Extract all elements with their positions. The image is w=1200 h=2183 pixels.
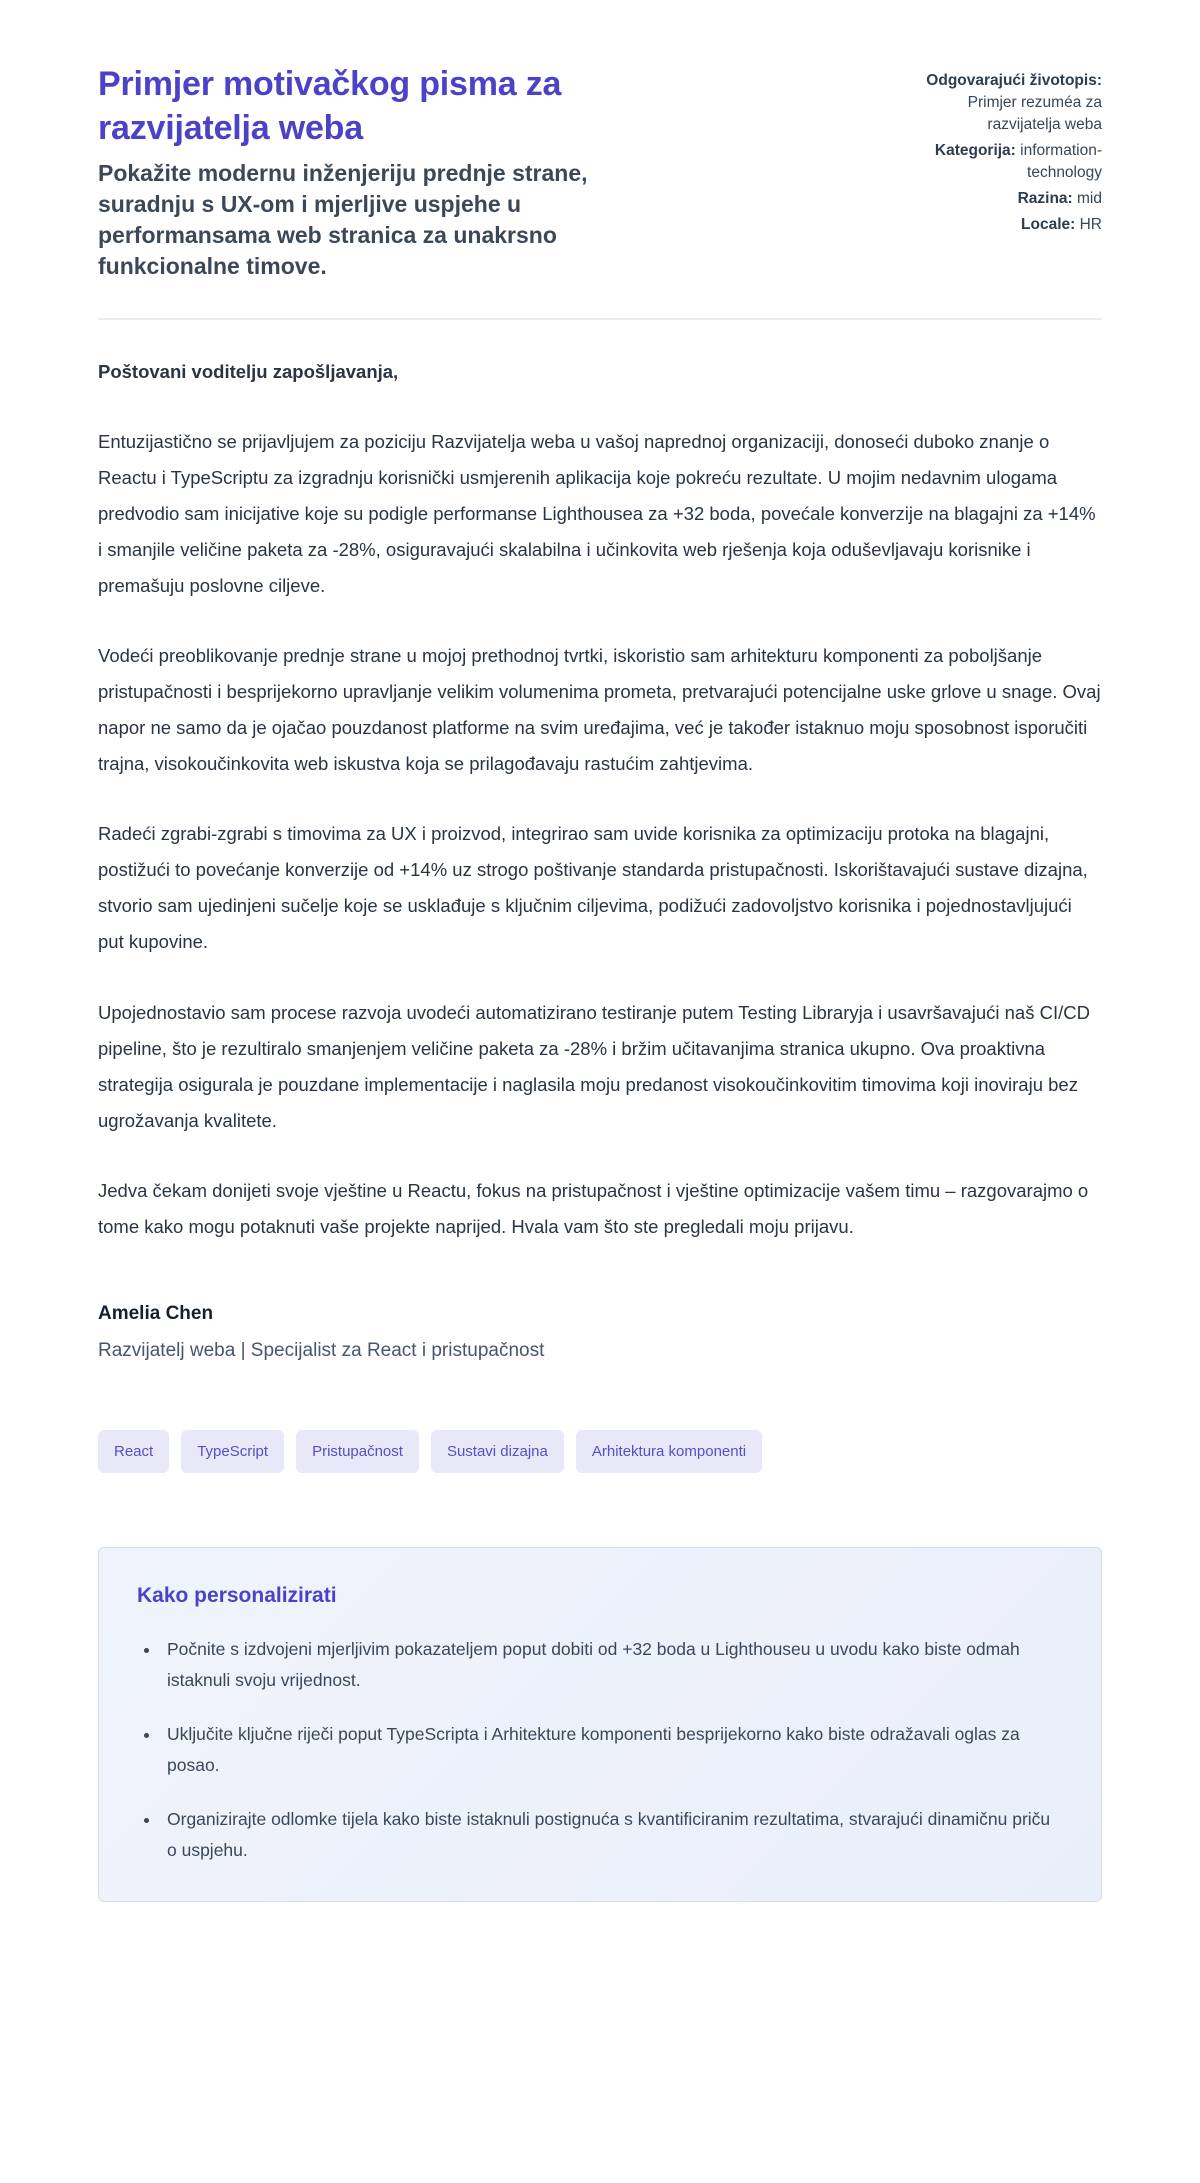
personalization-tip-1: • Počnite s izdvojeni mjerljivim pokazateljem poput dobiti od +32 boda u Lighthouseu u uvodu kako biste odmah istaknuli svoju vrijednost. [161,1634,1063,1697]
letter-paragraph-3: Radeći zgrabi-zgrabi s timovima za UX i proizvod, integrirao sam uvide korisnika za optimizaciju protoka na blagajni, postižući to povećanje konverzije od +14% uz strogo poštivanje standarda pristupačnosti. Iskorištavajući sustave dizajna, stvorio sam ujedinjeni sučelje koje se usklađuje s ključnim ciljevima, podižući zadovoljstvo korisnika i pojednostavljujući put kupovine. [98,823,1088,953]
meta-matching-resume-label: Odgovarajući životopis: [926,72,1102,89]
meta-locale-label: Locale: [1021,216,1076,233]
meta-locale-value: HR [1079,216,1102,233]
skill-tags [98,1430,1102,1473]
letter-paragraph-1: Entuzijastično se prijavljujem za poziciju Razvijatelja weba u vašoj naprednoj organizaciji, donoseći duboko znanje o Reactu i TypeScriptu za izgradnju korisnički usmjerenih aplikacija koje pokreću rezultate. U mojim nedavnim ulogama predvodio sam inicijative koje su podigle performanse Lighthousea za +32 boda, povećale konverzije na blagajni za +14% i smanjile veličine paketa za -28%, osiguravajući skalabilna i učinkovita web rješenja koja oduševljavaju korisnike i premašuju poslovne ciljeve. [98,430,1096,596]
header-divider [98,318,1102,320]
skill-tag-react: React [98,1430,169,1473]
personalization-heading: Kako personalizirati [137,1583,337,1607]
meta-level [907,188,1102,210]
letter-body [98,354,1102,1362]
meta-locale [907,214,1102,236]
page-header [98,62,1102,282]
header-title-block [98,62,670,282]
meta-category-label: Kategorija: [934,142,1016,159]
meta-category [907,140,1102,184]
signature-title: Razvijatelj weba | Specijalist za React i pristupačnost [98,1339,545,1361]
meta-level-value: mid [1077,190,1102,207]
meta-matching-resume [907,70,1102,136]
personalization-tips [137,1634,1063,1867]
page-title: Primjer motivačkog pisma za razvijatelja weba [98,65,562,148]
letter-greeting: Poštovani voditelju zapošljavanja, [98,360,399,382]
personalization-tip-2: • Uključite ključne riječi poput TypeScripta i Arhitekture komponenti besprijekorno kako biste odražavali oglas za posao. [161,1719,1063,1782]
page-subtitle: Pokažite modernu inženjeriju prednje strane, suradnju s UX-om i mjerljive uspjehe u performansama web stranica za unakrsno funkcionalne timove. [98,160,588,279]
personalization-tip-3: • Organizirajte odlomke tijela kako biste istaknuli postignuća s kvantificiranim rezultatima, stvarajući dinamičnu priču o uspjehu. [161,1804,1063,1867]
personalization-box [98,1547,1102,1902]
skill-tag-design-systems: Sustavi dizajna [431,1430,564,1473]
letter-paragraph-4: Upojednostavio sam procese razvoja uvodeći automatizirano testiranje putem Testing Libraryja i usavršavajući naš CI/CD pipeline, što je rezultiralo smanjenjem veličine paketa za -28% i bržim učitavanjima stranica ukupno. Ova proaktivna strategija osigurala je pouzdane implementacije i naglasila moju predanost visokoučinkovitim timovima koji inoviraju bez ugrožavanja kvalitete. [98,1001,1090,1131]
letter-paragraph-2: Vodeći preoblikovanje prednje strane u mojoj prethodnoj tvrtki, iskoristio sam arhitekturu komponenti za poboljšanje pristupačnosti i besprijekorno upravljanje velikim volumenima prometa, pretvarajući potencijalne uske grlove u snage. Ovaj napor ne samo da je ojačao pouzdanost platforme na svim uređajima, već je također istaknuo moju sposobnost isporučiti trajna, visokoučinkovita web iskustva koja se prilagođavaju rastućim zahtjevima. [98,645,1101,775]
signature-name: Amelia Chen [98,1302,214,1324]
skill-tag-component-architecture: Arhitektura komponenti [576,1430,762,1473]
meta-category-value: information-technology [1020,142,1102,181]
cover-letter-page [98,0,1102,1960]
skill-tag-typescript: TypeScript [181,1430,284,1473]
header-meta [907,62,1102,240]
letter-paragraph-5: Jedva čekam donijeti svoje vještine u Reactu, fokus na pristupačnost i vještine optimizacije vašem timu – razgovarajmo o tome kako mogu potaknuti vaše projekte naprijed. Hvala vam što ste pregledali moju prijavu. [98,1179,1089,1237]
meta-matching-resume-value: Primjer rezuméa za razvijatelja weba [967,94,1102,133]
skill-tag-accessibility: Pristupačnost [296,1430,419,1473]
meta-level-label: Razina: [1017,190,1073,207]
